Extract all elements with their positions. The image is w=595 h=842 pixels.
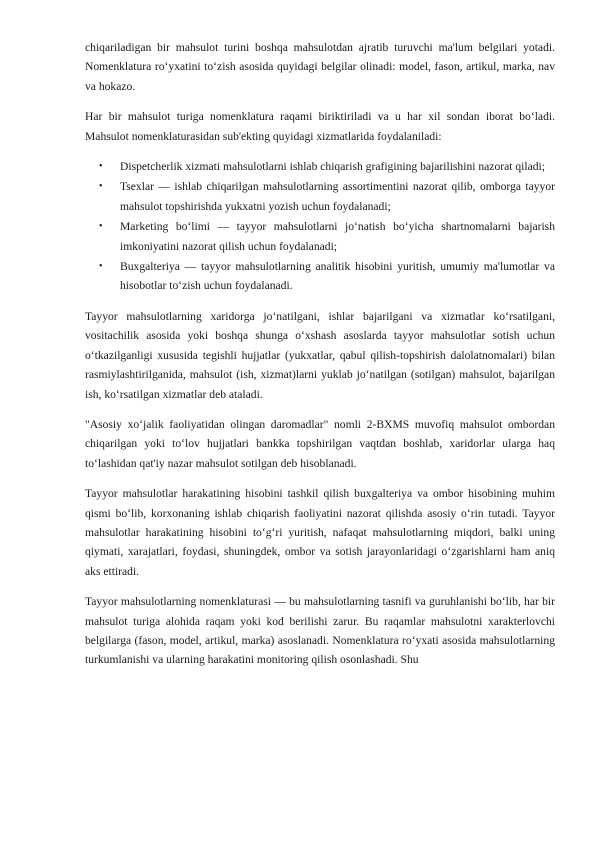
list-item-text: Tsexlar — ishlab chiqarilgan mahsulotlarning assortimentini nazorat qilib, omborga tayyor mahsulot topshirishda yukxatni yozish uchun foydalanadi; bbox=[120, 180, 555, 213]
paragraph-4: "Asosiy xo‘jalik faoliyatidan olingan daromadlar" nomli 2-BXMS muvofiq mahsulot ombordan chiqarilgan yoki to‘lov hujjatlari bankka topshirilgan vaqtdan boshlab, xaridorlar ularga haq to‘lashidan qat'iy nazar mahsulot sotilgan deb hisoblanadi. bbox=[85, 417, 555, 470]
document-page bbox=[85, 38, 555, 681]
bullet-icon: • bbox=[99, 261, 103, 273]
services-bullet-list bbox=[85, 157, 555, 296]
list-item bbox=[85, 217, 555, 256]
list-item bbox=[85, 257, 555, 296]
bullet-icon: • bbox=[99, 181, 103, 193]
bullet-icon: • bbox=[99, 161, 103, 173]
list-item bbox=[85, 177, 555, 216]
list-item bbox=[85, 157, 555, 176]
list-item-text: Buxgalteriya — tayyor mahsulotlarning analitik hisobini yuritish, umumiy ma'lumotlar va hisobotlar to‘zish uchun foydalanadi. bbox=[120, 260, 555, 293]
list-item-text: Marketing bo‘limi — tayyor mahsulotlarni jo‘natish bo‘yicha shartnomalarni bajarish imkoniyatini nazorat qilish uchun foydalanadi; bbox=[120, 220, 555, 253]
paragraph-5: Tayyor mahsulotlar harakatining hisobini tashkil qilish buxgalteriya va ombor hisobining muhim qismi bo‘lib, korxonaning ishlab chiqarish faoliyatini nazorat qilishda asosiy o‘rin tutadi. Tayyor mahsulotlar harakatining hisobini to‘g‘ri yuritish, nafaqat mahsulotlarning miqdori, balki uning qiymati, xarajatlari, foydasi, shuningdek, ombor va sotish jarayonlaridagi o‘zgarishlarni ham aniq aks ettiradi. bbox=[85, 487, 555, 578]
paragraph-6: Tayyor mahsulotlarning nomenklaturasi — bu mahsulotlarning tasnifi va guruhlanishi bo‘lib, har bir mahsulot turiga alohida raqam yoki kod berilishi zarur. Bu raqamlar mahsulotni xarakterlovchi belgilarga (fason, model, artikul, marka) asoslanadi. Nomenklatura ro‘yxati asosida mahsulotlarning turkumlanishi va ularning harakatini monitoring qilish osonlashadi. Shu bbox=[85, 595, 555, 667]
list-item-text: Dispetcherlik xizmati mahsulotlarni ishlab chiqarish grafigining bajarilishini nazorat qiladi; bbox=[120, 160, 545, 174]
paragraph-2: Har bir mahsulot turiga nomenklatura raqami biriktiriladi va u har xil sondan iborat bo‘ladi. Mahsulot nomenklaturasidan sub'ekting quyidagi xizmatlarida foydalaniladi: bbox=[85, 110, 555, 143]
paragraph-1: chiqariladigan bir mahsulot turini boshqa mahsulotdan ajratib turuvchi ma'lum belgilari yotadi. Nomenklatura ro‘yxatini to‘zish asosida quyidagi belgilar olinadi: model, fason, artikul, marka, nav va hokazo. bbox=[85, 41, 555, 93]
bullet-icon: • bbox=[99, 221, 103, 233]
paragraph-3: Tayyor mahsulotlarning xaridorga jo‘natilgani, ishlar bajarilgani va xizmatlar ko‘rsatilgani, vositachilik asosida yoki boshqa shunga o‘xshash asoslarda tayyor mahsulotlar sotish uchun o‘tkazilganligi xususida tegishli hujjatlar (yukxatlar, qabul qilish-topshirish dalolatnomalari) bilan rasmiylashtirilganida, mahsulot (ish, xizmat)larni yuklab jo‘natilgan (sotilgan) mahsulot, bajarilgan ish, ko‘rsatilgan xizmatlar deb ataladi. bbox=[85, 309, 555, 401]
